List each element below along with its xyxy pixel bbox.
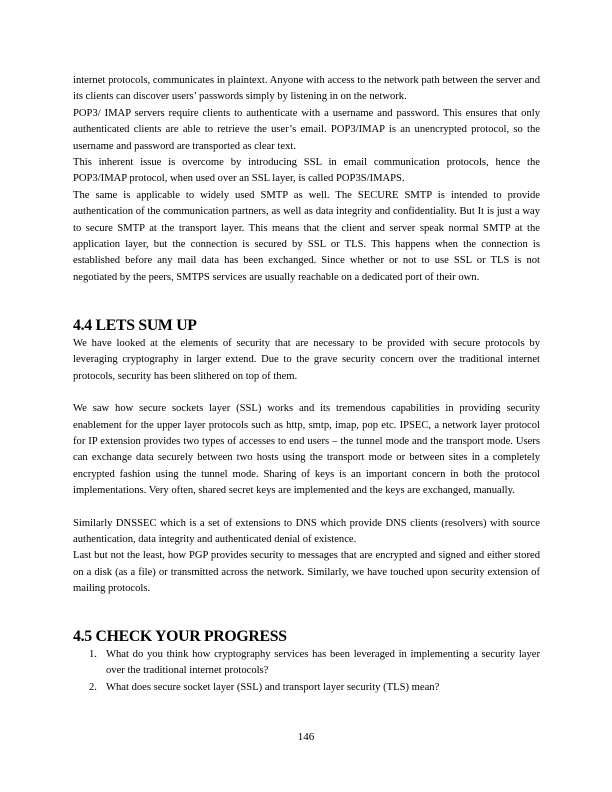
section-lets-sum-up: [73, 316, 540, 598]
paragraph-pgp: Last but not the least, how PGP provides security to messages that are encrypted and signed and either stored on a disk (as a file) or transmitted across the network. Similarly, we have touched upon security extension of mailing protocols.: [73, 550, 540, 595]
question-number: 2.: [89, 681, 97, 693]
paragraph-plaintext-intro: internet protocols, communicates in plaintext. Anyone with access to the network path between the server and its clients can discover users’ passwords simply by listening in on the network.: [73, 75, 540, 103]
section-heading-4-4: 4.4 LETS SUM UP: [73, 317, 197, 334]
paragraph-pop3-imap-auth: POP3/ IMAP servers require clients to authenticate with a username and password. This ensures that only authenticated clients are able to retrieve the user’s email. POP3/IMAP is an unencrypted protocol, so the username and password are transported as clear text.: [73, 107, 540, 152]
question-item: [73, 680, 540, 696]
question-text: What does secure socket layer (SSL) and transport layer security (TLS) mean?: [106, 681, 440, 693]
question-list: [73, 647, 540, 696]
question-number: 1.: [89, 649, 97, 660]
question-text: What do you think how cryptography services has been leveraged in implementing a security layer over the traditional internet protocols?: [106, 649, 540, 677]
section-check-progress: [73, 627, 540, 696]
paragraph-dnssec: Similarly DNSSEC which is a set of extensions to DNS which provide DNS clients (resolvers) with source authentication, data integrity and authenticated denial of existence.: [73, 517, 540, 546]
paragraph-ssl-ipsec: We saw how secure sockets layer (SSL) works and its tremendous capabilities in providing security enablement for the upper layer protocols such as http, smtp, imap, pop etc. IPSEC, a network layer protocol for IP extension provides two types of accesses to end users – the tunnel mode and the transport mode. Users can exchange data securely between two hosts using the transport mode or between sites in a completely encrypted fashion using the tunnel mode. Sharing of keys is an important concern in both the protocol implementations. Very often, shared secret keys are implemented and the keys are exchanged, manually.: [73, 403, 540, 497]
paragraph-ssl-pop3s: This inherent issue is overcome by introducing SSL in email communication protocols, hence the POP3/IMAP protocol, when used over an SSL layer, is called POP3S/IMAPS.: [73, 157, 540, 185]
section-heading-4-5: 4.5 CHECK YOUR PROGRESS: [73, 628, 287, 645]
page-number: 146: [297, 731, 315, 743]
continued-text-block: [73, 73, 540, 286]
paragraph-secure-smtp: The same is applicable to widely used SMTP as well. The SECURE SMTP is intended to provide authentication of the communication partners, as well as data integrity and confidentiality. But It is just a way to secure SMTP at the transport layer. This means that the client and server speak normal SMTP at the application layer, but the connection is secured by SSL or TLS. This happens when the connection is established before any mail data has been exchanged. Since whether or not to use SSL or TLS is not negotiated by the peers, SMTPS services are usually reachable on a dedicated port of their own.: [73, 189, 540, 283]
question-item: [73, 647, 540, 680]
paragraph-summary-intro: We have looked at the elements of security that are necessary to be provided with secure protocols by leveraging cryptography in larger extend. Due to the grave security concern over the traditional internet protocols, security has been slithered on top of them.: [73, 338, 540, 382]
